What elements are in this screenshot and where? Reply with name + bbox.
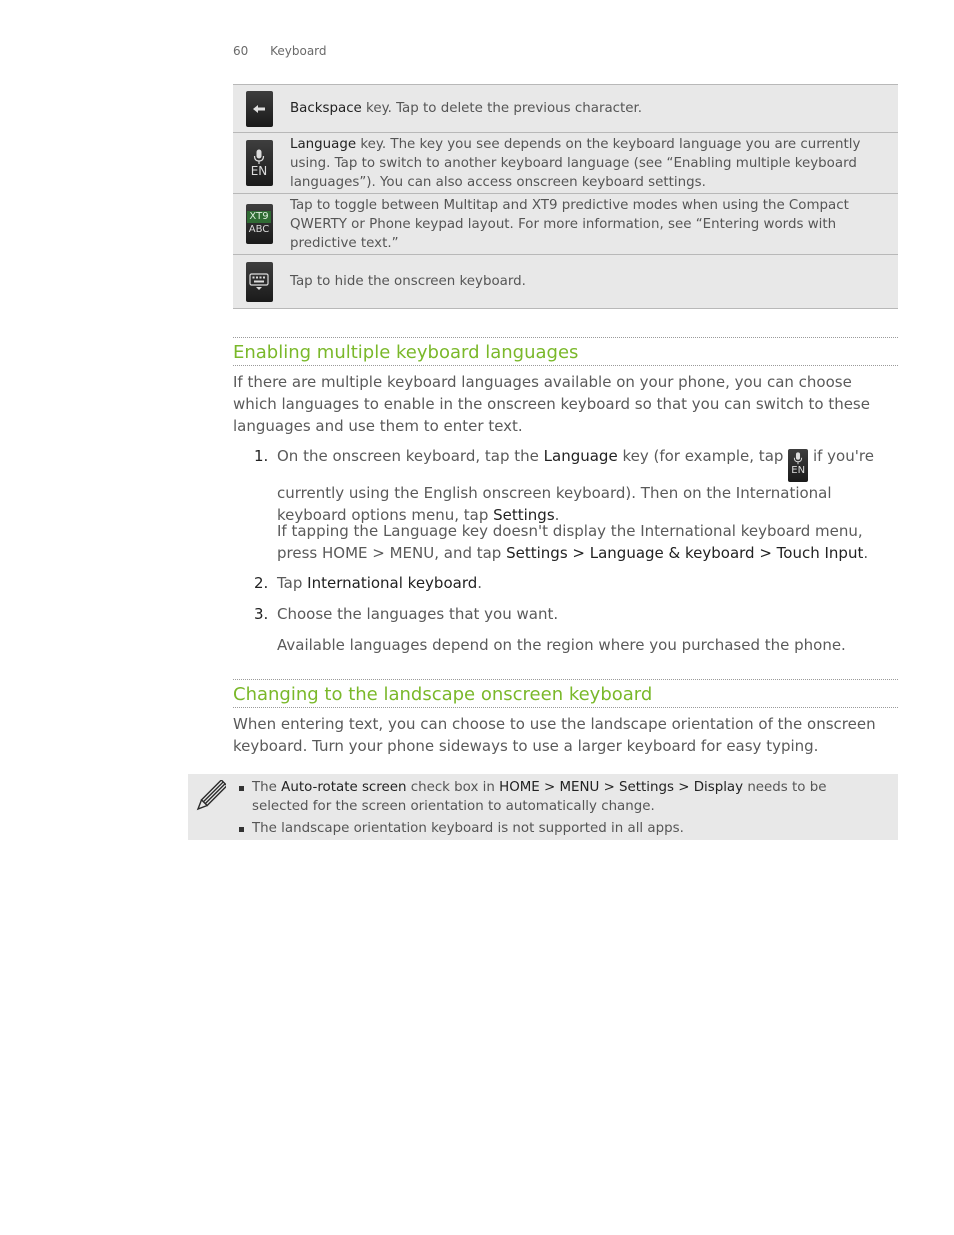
key-description: Tap to toggle between Multitap and XT9 predictive modes when using the Compact QWERTY or Phone keypad layout. For more information, see “Entering words with predictive text.” (290, 197, 849, 251)
step-number: 3. (254, 605, 269, 623)
step-number: 2. (254, 574, 269, 592)
section1-intro: If there are multiple keyboard languages available on your phone, you can choose which languages to enable in the onscreen keyboard so that you can switch to these languages and use them to enter text. (233, 373, 870, 435)
key-row-backspace (233, 85, 898, 133)
microphone-icon (253, 149, 265, 165)
section-title-enabling-languages: Enabling multiple keyboard languages (233, 337, 898, 366)
note-item: The Auto-rotate screen check box in HOME > MENU > Settings > Display needs to be selected for the screen orientation to automatically change. (238, 779, 878, 816)
language-key-inline-icon: EN (788, 449, 808, 482)
page-number: 60 (233, 44, 249, 58)
xt9-abc-icon: XT9 ABC (246, 204, 273, 244)
note-box (188, 774, 898, 840)
key-row-hide-keyboard (233, 255, 898, 309)
step-1-note: If tapping the Language key doesn't display the International keyboard menu, press HOME > MENU, and tap Settings > Language & keyboard > Touch Input. (277, 522, 869, 562)
key-description: Language key. The key you see depends on the keyboard language you are currently using. Tap to switch to another keyboard language (see “Enabling multiple keyboard languages”). You can also access onscreen keyboard settings. (290, 136, 861, 190)
key-description: Tap to hide the onscreen keyboard. (290, 274, 526, 289)
note-item: The landscape orientation keyboard is not supported in all apps. (238, 820, 878, 839)
key-row-xt9 (233, 194, 898, 255)
language-key-icon: EN (246, 140, 273, 186)
running-head (233, 44, 327, 58)
step-3-text: Choose the languages that you want. (277, 605, 559, 623)
chapter-name: Keyboard (270, 44, 327, 58)
backspace-icon (246, 91, 273, 127)
section-title-landscape-keyboard: Changing to the landscape onscreen keyboard (233, 679, 898, 708)
step-number: 1. (254, 447, 269, 465)
key-row-language (233, 133, 898, 194)
section2-intro: When entering text, you can choose to use the landscape orientation of the onscreen keyboard. Turn your phone sideways to use a larger keyboard for easy typing. (233, 715, 876, 755)
note-list (238, 779, 878, 843)
step-1-text: On the onscreen keyboard, tap the Language key (for example, tap EN if you're currently using the English onscreen keyboard). Then on the International keyboard options menu, tap Settings. (277, 447, 874, 524)
key-description: Backspace key. Tap to delete the previous character. (290, 101, 643, 116)
hide-keyboard-icon (246, 262, 273, 302)
step-2-text: Tap International keyboard. (277, 574, 483, 592)
pencil-note-icon (194, 780, 226, 818)
step-3-note: Available languages depend on the region where you purchased the phone. (277, 636, 846, 654)
key-table (233, 84, 898, 309)
